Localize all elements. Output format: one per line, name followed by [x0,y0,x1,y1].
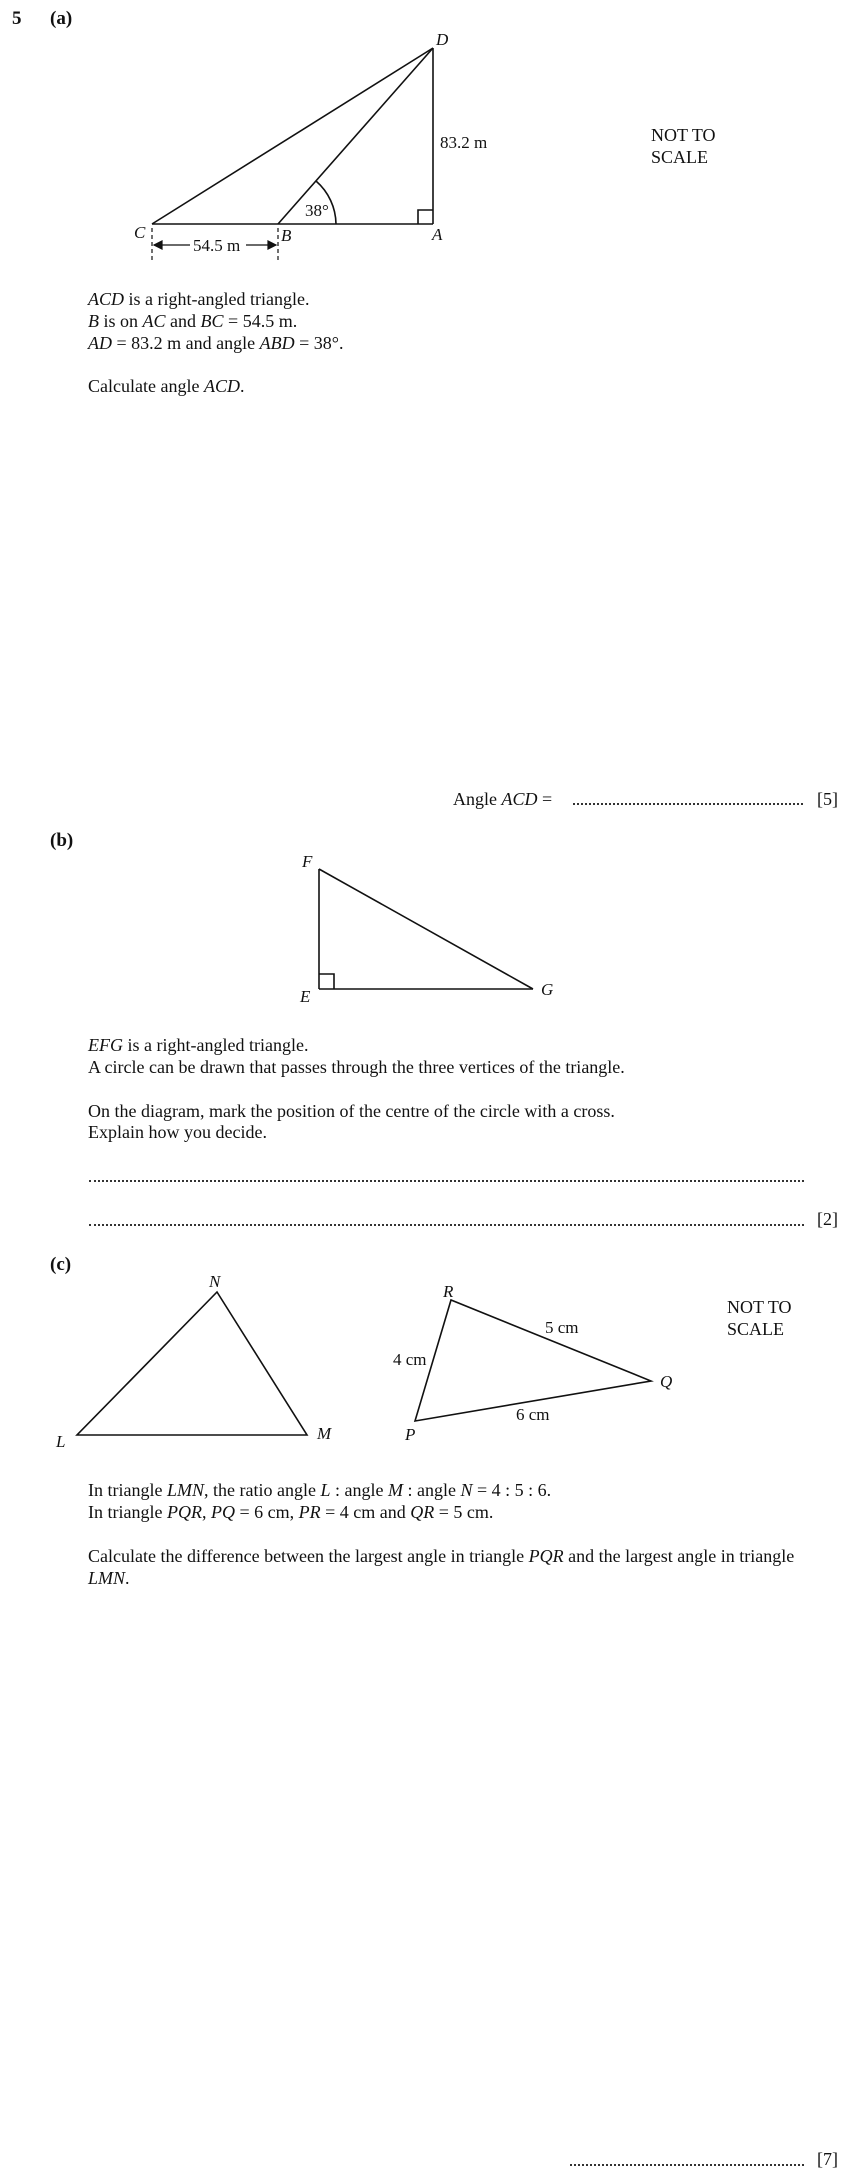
part-a-instruction: Calculate angle ACD. [88,376,245,396]
not-to-scale-a-line2: SCALE [651,147,709,167]
part-c-line4: LMN. [88,1568,130,1588]
length-pq-label: 6 cm [516,1405,550,1424]
vertex-n-label: N [209,1272,221,1291]
vertex-f-label: F [302,852,313,871]
vertex-d-label: D [436,30,449,49]
angle-abd-label: 38° [305,201,329,220]
part-b-line2: A circle can be drawn that passes through the three vertices of the triangle. [88,1057,625,1077]
vertex-c-label: C [134,223,146,242]
part-c-label: (c) [50,1254,72,1275]
vertex-q-label: Q [660,1372,673,1391]
part-c-line2: In triangle PQR, PQ = 6 cm, PR = 4 cm and QR = 5 cm. [88,1502,494,1522]
length-rq-label: 5 cm [545,1318,579,1337]
triangle-lmn [77,1292,307,1435]
marks-a: [5] [817,789,838,809]
not-to-scale-c-line1: NOT TO [727,1297,792,1317]
part-a-line2: B is on AC and BC = 54.5 m. [88,311,298,331]
vertex-p-label: P [405,1425,416,1444]
part-b-line4: Explain how you decide. [88,1122,267,1142]
part-a-label: (a) [50,8,73,29]
not-to-scale-c-line2: SCALE [727,1319,785,1339]
length-pr-label: 4 cm [393,1350,427,1369]
question-number: 5 [12,8,22,29]
part-c-line3: Calculate the difference between the largest angle in triangle PQR and the largest angle in triangle [88,1546,795,1566]
vertex-g-label: G [541,980,554,999]
vertex-r-label: R [443,1282,454,1301]
part-a-line3: AD = 83.2 m and angle ABD = 38°. [88,333,344,353]
answer-c-field[interactable] [570,2164,804,2166]
vertex-m-label: M [317,1424,332,1443]
part-b-line3: On the diagram, mark the position of the centre of the circle with a cross. [88,1101,615,1121]
not-to-scale-a-line1: NOT TO [651,125,716,145]
vertex-a-label: A [432,225,443,244]
part-a-line1: ACD is a right-angled triangle. [88,289,310,309]
triangle-pqr [415,1300,651,1421]
vertex-l-label: L [56,1432,66,1451]
part-b-line1: EFG is a right-angled triangle. [88,1035,309,1055]
vertex-e-label: E [300,987,311,1006]
part-c-line1: In triangle LMN, the ratio angle L : angle M : angle N = 4 : 5 : 6. [88,1480,552,1500]
marks-b: [2] [817,1209,838,1229]
length-cb-label: 54.5 m [193,236,241,255]
part-b-label: (b) [50,830,74,851]
answer-a-label: Angle ACD = [453,789,553,809]
length-ad-label: 83.2 m [440,133,488,152]
vertex-b-label: B [281,226,292,245]
marks-c: [7] [817,2149,838,2169]
